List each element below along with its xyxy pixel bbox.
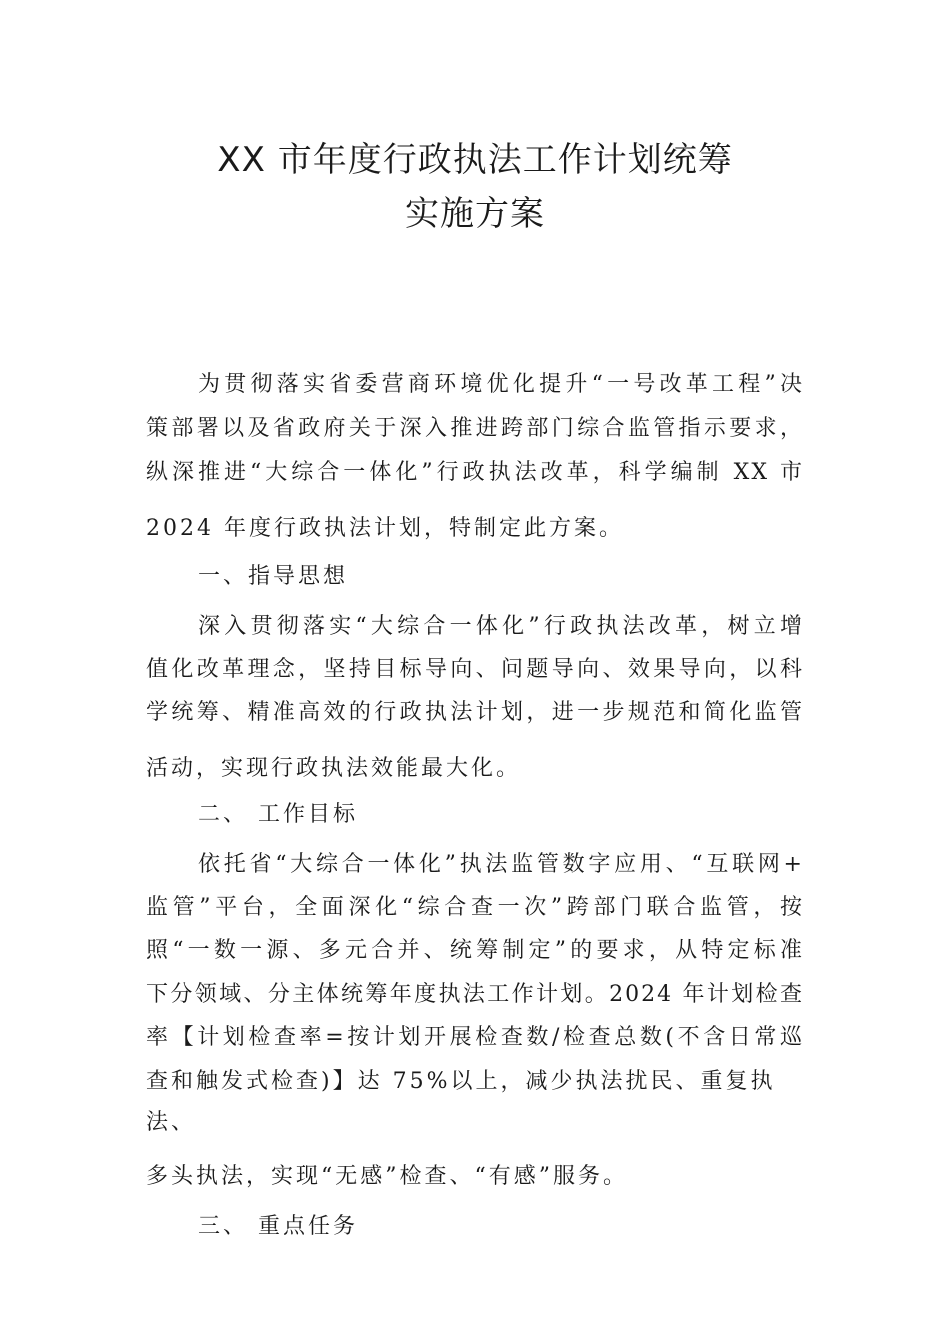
text-line: 2024 年度行政执法计划，特制定此方案。 <box>146 516 624 541</box>
text-line: 纵深推进“大综合一体化”行政执法改革，科学编制 XX 市 <box>146 460 804 485</box>
text-line: 策部署以及省政府关于深入推进跨部门综合监管指示要求， <box>146 416 804 441</box>
text-line: 法、 <box>146 1110 197 1135</box>
section-heading-3: 三、 重点任务 <box>198 1214 358 1239</box>
text-line: 查和触发式检查)】达 75%以上，减少执法扰民、重复执 <box>146 1069 776 1094</box>
title-line-2: 实施方案 <box>405 194 545 234</box>
text-line: 率【计划检查率=按计划开展检查数/检查总数(不含日常巡 <box>146 1025 804 1050</box>
text-line: 值化改革理念，坚持目标导向、问题导向、效果导向，以科 <box>146 657 804 682</box>
text-line: 监管”平台，全面深化“综合查一次”跨部门联合监管，按 <box>146 895 804 920</box>
text-line: 多头执法，实现“无感”检查、“有感”服务。 <box>146 1164 628 1189</box>
text-line: 为贯彻落实省委营商环境优化提升“一号改革工程”决 <box>198 372 804 397</box>
text-line: 下分领域、分主体统筹年度执法工作计划。2024 年计划检查 <box>146 982 804 1007</box>
section-heading-1: 一、指导思想 <box>198 564 349 589</box>
text-line: 活动，实现行政执法效能最大化。 <box>146 756 522 781</box>
text-line: 依托省“大综合一体化”执法监管数字应用、“互联网+ <box>198 852 804 877</box>
section-heading-2: 二、 工作目标 <box>198 802 358 827</box>
text-line: 照“一数一源、多元合并、统筹制定”的要求，从特定标准 <box>146 938 804 963</box>
title-line-1: XX 市年度行政执法工作计划统筹 <box>217 140 733 180</box>
text-line: 深入贯彻落实“大综合一体化”行政执法改革，树立增 <box>198 614 804 639</box>
text-line: 学统筹、精准高效的行政执法计划，进一步规范和简化监管 <box>146 700 804 725</box>
